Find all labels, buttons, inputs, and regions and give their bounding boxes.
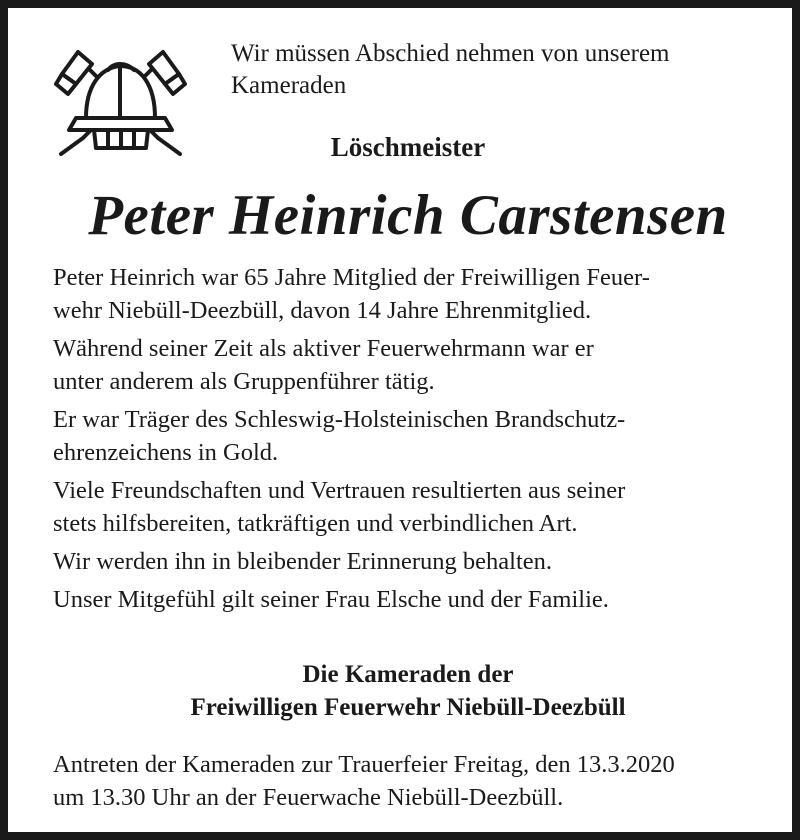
- paragraph: [53, 403, 765, 469]
- paragraph-line: Viele Freundschaften und Vertrauen resultierten aus seiner: [53, 477, 626, 504]
- sender-line: Freiwilligen Feuerwehr Niebüll-Deezbüll: [190, 694, 626, 721]
- sender-line: Die Kameraden der: [302, 661, 514, 688]
- paragraph-line: Wir werden ihn in bleibender Erinnerung behalten.: [53, 548, 553, 575]
- paragraph: [53, 332, 765, 398]
- intro-line: Wir müssen Abschied nehmen von unserem: [231, 40, 670, 67]
- deceased-name: Peter Heinrich Carstensen: [88, 184, 728, 247]
- intro-line: Kameraden: [231, 72, 347, 99]
- paragraph-line: Er war Träger des Schleswig-Holsteinischen Brandschutz-: [53, 406, 626, 433]
- paragraph-line: wehr Niebüll-Deezbüll, davon 14 Jahre Ehrenmitglied.: [53, 297, 592, 324]
- paragraph: [53, 474, 765, 540]
- funeral-line: Antreten der Kameraden zur Trauerfeier Freitag, den 13.3.2020: [53, 751, 675, 778]
- sender-signature: [8, 658, 800, 724]
- paragraph: [53, 545, 765, 578]
- intro-text: [231, 38, 771, 102]
- obituary-body: [53, 261, 765, 621]
- paragraph-line: Peter Heinrich war 65 Jahre Mitglied der Freiwilligen Feuer-: [53, 264, 650, 291]
- paragraph-line: stets hilfsbereiten, tatkräftigen und verbindlichen Art.: [53, 510, 578, 537]
- paragraph-line: ehrenzeichens in Gold.: [53, 439, 279, 466]
- funeral-line: um 13.30 Uhr an der Feuerwache Niebüll-Deezbüll.: [53, 784, 564, 811]
- paragraph: [53, 583, 765, 616]
- paragraph: [53, 261, 765, 327]
- paragraph-line: unter anderem als Gruppenführer tätig.: [53, 368, 435, 395]
- paragraph-line: Unser Mitgefühl gilt seiner Frau Elsche und der Familie.: [53, 586, 609, 613]
- paragraph-line: Während seiner Zeit als aktiver Feuerwehrmann war er: [53, 335, 594, 362]
- rank-title: Löschmeister: [330, 132, 486, 162]
- funeral-announcement: [53, 748, 765, 814]
